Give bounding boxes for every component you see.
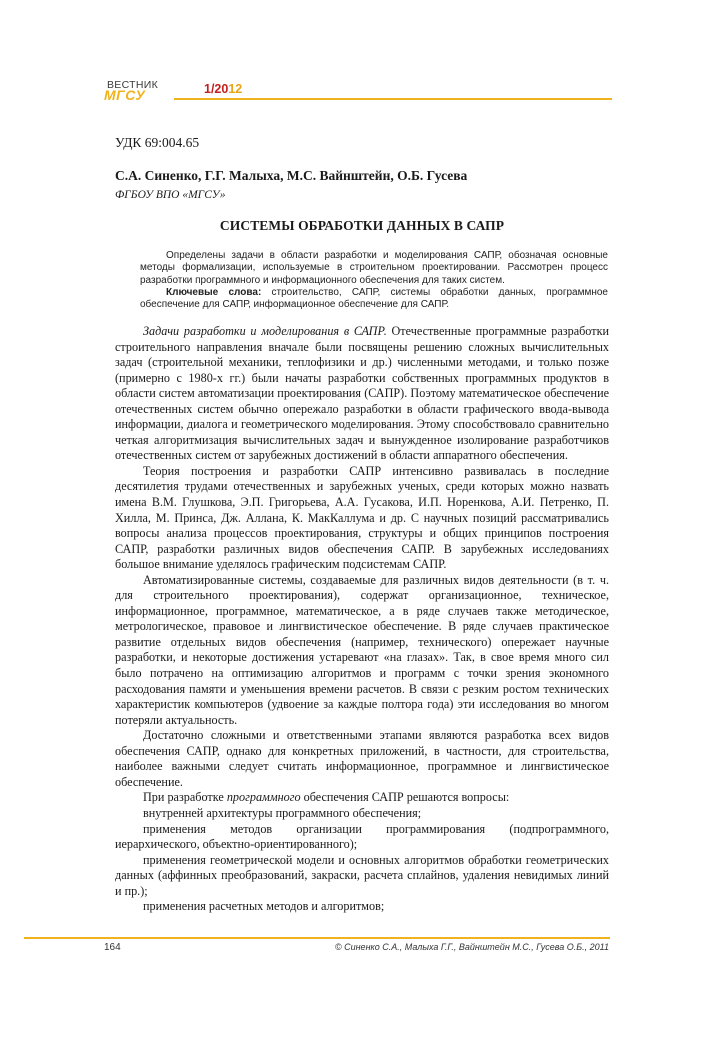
paragraph: Автоматизированные системы, создаваемые для различных видов деятельности (в т. ч. для строительного проектирования), содержат организационное, техническое, информационное, программное, математическое, а в ряде случаев также методическое, метрологическое, правовое и лингвистическое обеспечение. В ряде случаев практическое развитие отдельных видов обеспечения (например, технического) опережает научные разработки, и некоторые достижения устаревают «на глазах». Так, в свое время много сил было потрачено на оптимизацию алгоритмов и программ с точки зрения экономного расходования памяти и уменьшения времени расчетов. В связи с резким ростом технических характеристик компьютеров (удвоение за каждые полтора года) эти исследования во многом потеряли актуальность. bbox=[115, 572, 609, 727]
abstract-text: Определены задачи в области разработки и моделирования САПР, обозначая основные методы формализации, используемые в строительном проектировании. Рассмотрен процесс разработки программного и информационного обеспечения для таких систем. bbox=[140, 250, 608, 286]
paragraph-text: Отечественные программные разработки строительного направления вначале были посвящены решению сложных вычислительных задач (строительной механики, теплофизики и др.) численными методами, и только позже (примерно с 1980-х гг.) были начаты разработки собственных программных продуктов в области систем автоматизации проектирования (САПР). Поэтому математическое обеспечение отечественных систем обычно опережало разработки в области графического ввода-вывода информации, диалога и геометрического моделирования. Этому способствовало сравнительно четкая алгоритмизация вычислительных задач и вынужденное изолирование разработчиков отечественных систем от зарубежных достижений в области аппаратного обеспечения. bbox=[115, 324, 610, 463]
paragraph bbox=[115, 324, 609, 464]
header-divider bbox=[174, 98, 612, 100]
issue-year: 12 bbox=[228, 82, 243, 96]
affiliation: ФГБОУ ВПО «МГСУ» bbox=[115, 189, 226, 201]
paragraph-text: обеспечения САПР решаются вопросы: bbox=[300, 790, 510, 805]
article-title: СИСТЕМЫ ОБРАБОТКИ ДАННЫХ В САПР bbox=[219, 218, 505, 233]
list-item: применения расчетных методов и алгоритмов; bbox=[143, 899, 385, 914]
emphasis: программного bbox=[226, 790, 301, 805]
list-item: применения методов организации программирования (подпрограммного, иерархического, объектно-ориентированного); bbox=[115, 821, 609, 852]
journal-header bbox=[104, 76, 612, 104]
list-item: внутренней архитектуры программного обеспечения; bbox=[143, 805, 422, 820]
keywords bbox=[140, 287, 608, 312]
issue-number bbox=[204, 82, 242, 96]
journal-logo: МГСУ bbox=[104, 87, 146, 103]
paragraph-text: При разработке bbox=[143, 790, 227, 805]
abstract bbox=[140, 250, 608, 311]
keywords-label: Ключевые слова: bbox=[166, 286, 262, 298]
authors: С.А. Синенко, Г.Г. Малыха, М.С. Вайнштейн, О.Б. Гусева bbox=[115, 168, 468, 183]
page-number: 164 bbox=[104, 942, 121, 953]
journal-name: ВЕСТНИК bbox=[107, 79, 159, 91]
paragraph bbox=[115, 790, 609, 806]
udk-code: УДК 69:004.65 bbox=[115, 135, 200, 150]
issue-prefix: 1/20 bbox=[204, 82, 229, 96]
copyright: © Синенко С.А., Малыха Г.Г., Вайнштейн М.С., Гусева О.Б., 2011 bbox=[334, 942, 609, 952]
article-body bbox=[115, 324, 609, 915]
footer-divider bbox=[24, 937, 610, 939]
keywords-list: строительство, САПР, системы обработки данных, программное обеспечение для САПР, информационное обеспечение для САПР. bbox=[140, 286, 608, 311]
paragraph: Теория построения и разработки САПР интенсивно развивалась в последние десятилетия трудами отечественных и зарубежных ученых, среди которых можно назвать имена В.М. Глушкова, Э.П. Григорьева, А.А. Гусакова, И.П. Норенкова, А.И. Петренко, П. Хилла, М. Принса, Дж. Аллана, К. МакКаллума и др. С научных позиций рассматривались вопросы анализа процессов проектирования, структуры и общих принципов построения САПР, разработки различных видов обеспечения САПР. В зарубежных исследованиях большое внимание уделялось графическим подсистемам САПР. bbox=[115, 463, 609, 572]
list-item: применения геометрической модели и основных алгоритмов обработки геометрических данных (аффинных преобразований, закраски, расчета сплайнов, удаления невидимых линий и пр.); bbox=[115, 852, 609, 898]
paragraph: Достаточно сложными и ответственными этапами являются разработка всех видов обеспечения САПР, однако для конкретных приложений, в частности, для строительства, наиболее важными следует считать информационное, программное и лингвистическое обеспечение. bbox=[115, 728, 609, 789]
section-lead: Задачи разработки и моделирования в САПР. bbox=[143, 324, 387, 338]
